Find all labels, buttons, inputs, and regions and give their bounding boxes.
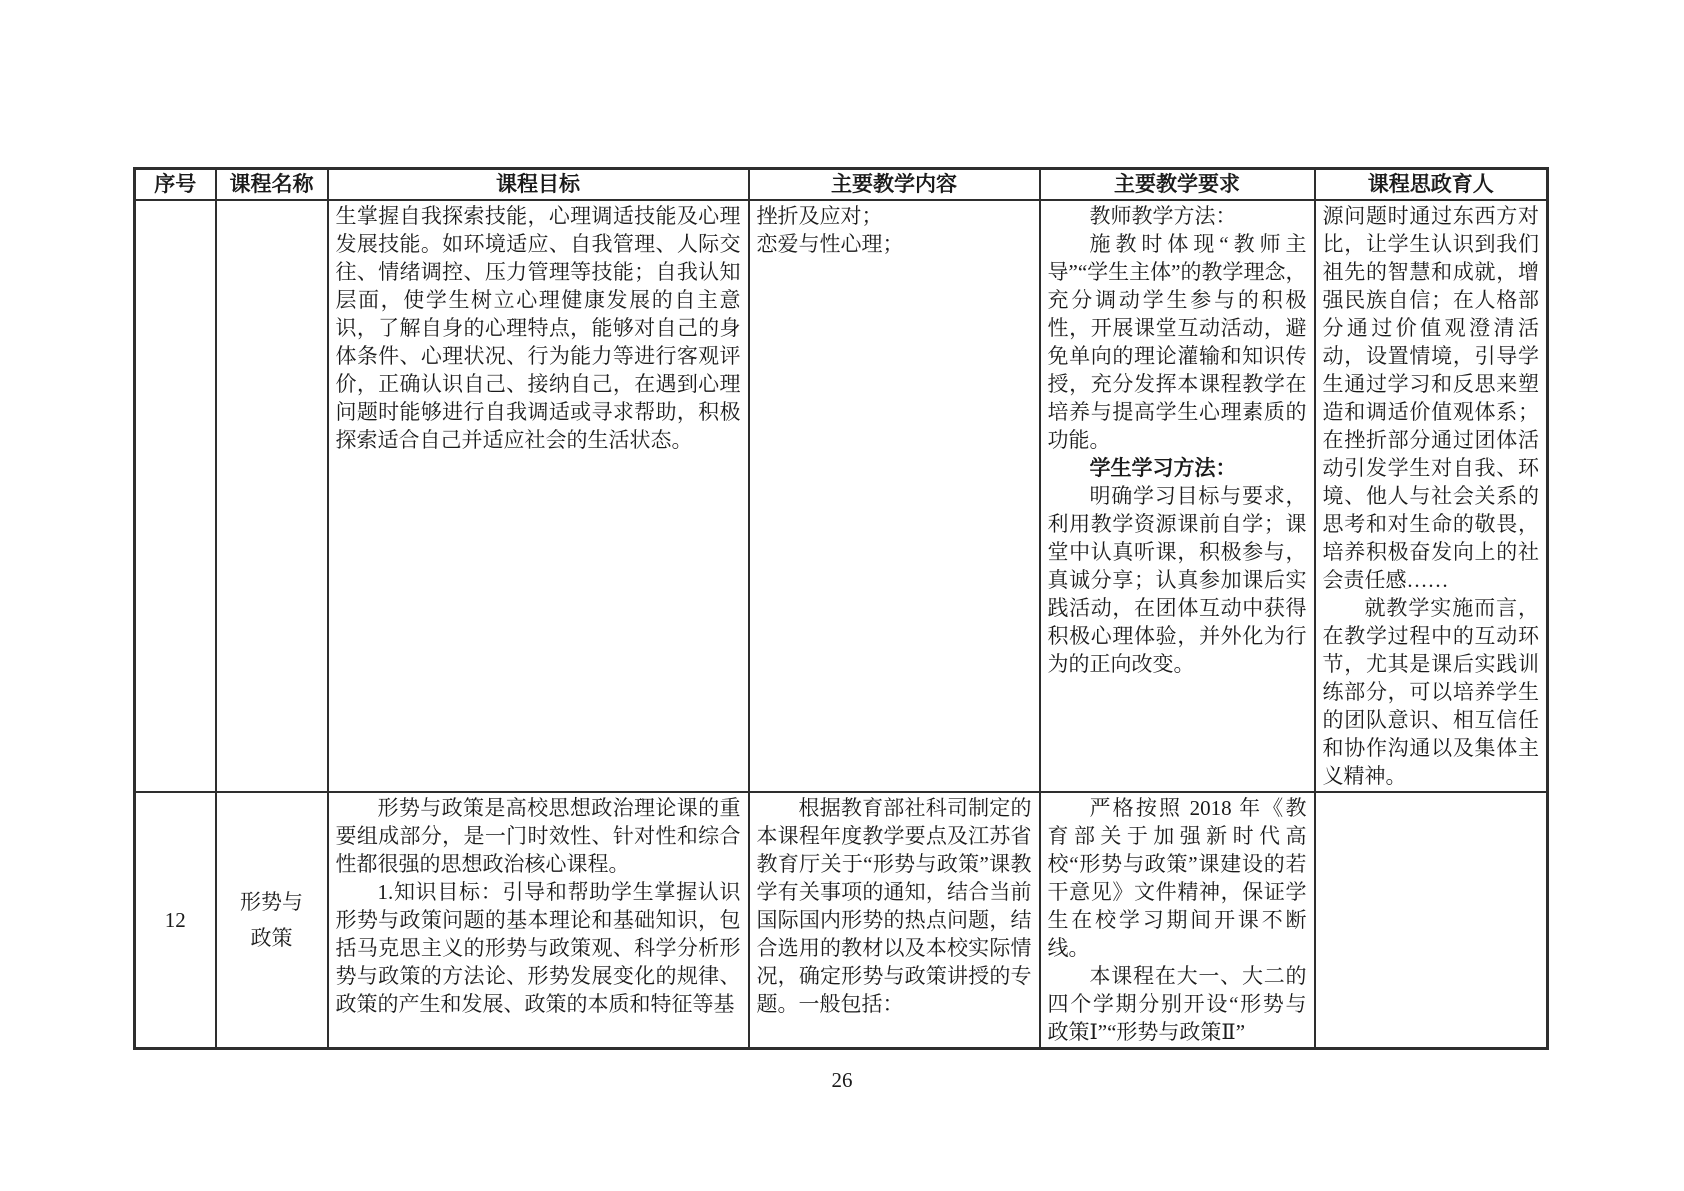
paragraph: 恋爱与性心理； [756, 231, 904, 256]
course-name-line: 形势与 [240, 889, 303, 914]
paragraph: 源问题时通过东西方对比，让学生认识到我们祖先的智慧和成就，增强民族自信；在人格部分通过价值观澄清活动，设置情境，引导学生通过学习和反思来塑造和调适价值观体系；在挫折部分通过团体活动引发学生对自我、环境、他人与社会关系的思考和对生命的敬畏，培养积极奋发向上的社会责任感…… [1322, 203, 1539, 592]
paragraph: 严格按照 2018 年《教育部关于加强新时代高校“形势与政策”课建设的若干意见》文件精神，保证学生在校学习期间开课不断线。 [1047, 795, 1307, 960]
header-cell-seq: 序号 [135, 169, 216, 200]
course-name-line: 政策 [250, 925, 293, 950]
seq-cell: 12 [135, 792, 216, 1049]
course-name-cell [216, 200, 328, 792]
page-number: 26 [831, 1068, 853, 1092]
paragraph: 教师教学方法： [1089, 203, 1237, 228]
requirements-cell [1040, 200, 1315, 792]
seq-cell [135, 200, 216, 792]
table-row [135, 200, 1548, 792]
paragraph: 1.知识目标：引导和帮助学生掌握认识形势与政策问题的基本理论和基础知识，包括马克思主义的形势与政策观、科学分析形势与政策的方法论、形势发展变化的规律、政策的产生和发展、政策的本质和特征等基 [335, 879, 741, 1016]
paragraph: 生掌握自我探索技能，心理调适技能及心理发展技能。如环境适应、自我管理、人际交往、情绪调控、压力管理等技能；自我认知层面，使学生树立心理健康发展的自主意识，了解自身的心理特点，能够对自己的身体条件、心理状况、行为能力等进行客观评价，正确认识自己、接纳自己，在遇到心理问题时能够进行自我调适或寻求帮助，积极探索适合自己并适应社会的生活状态。 [335, 203, 741, 452]
content-cell [749, 200, 1040, 792]
ideology-cell [1315, 200, 1548, 792]
header-cell-content: 主要教学内容 [749, 169, 1040, 200]
requirements-cell [1040, 792, 1315, 1049]
paragraph: 根据教育部社科司制定的本课程年度教学要点及江苏省教育厅关于“形势与政策”课教学有关事项的通知，结合当前国际国内形势的热点问题，结合选用的教材以及本校实际情况，确定形势与政策讲授的专题。一般包括： [756, 795, 1032, 1016]
header-cell-requirements: 主要教学要求 [1040, 169, 1315, 200]
paragraph: 形势与政策是高校思想政治理论课的重要组成部分，是一门时效性、针对性和综合性都很强的思想政治核心课程。 [335, 795, 741, 876]
content-cell [749, 792, 1040, 1049]
course-name-cell [216, 792, 328, 1049]
header-cell-ideology: 课程思政育人 [1315, 169, 1548, 200]
paragraph: 挫折及应对； [756, 203, 883, 228]
ideology-cell [1315, 792, 1548, 1049]
paragraph: 施教时体现“教师主导”“学生主体”的教学理念，充分调动学生参与的积极性，开展课堂互动活动，避免单向的理论灌输和知识传授，充分发挥本课程教学在培养与提高学生心理素质的功能。 [1047, 231, 1307, 452]
table-header-row [135, 169, 1548, 200]
paragraph: 明确学习目标与要求，利用教学资源课前自学；课堂中认真听课，积极参与，真诚分享；认真参加课后实践活动，在团体互动中获得积极心理体验，并外化为行为的正向改变。 [1047, 483, 1307, 676]
objectives-cell [328, 792, 749, 1049]
objectives-cell [328, 200, 749, 792]
header-cell-course-name: 课程名称 [216, 169, 328, 200]
paragraph: 学生学习方法： [1089, 455, 1237, 480]
paragraph: 本课程在大一、大二的四个学期分别开设“形势与政策Ⅰ”“形势与政策Ⅱ” [1047, 963, 1307, 1044]
courses-table [133, 167, 1549, 1050]
table-row [135, 792, 1548, 1049]
header-cell-objectives: 课程目标 [328, 169, 749, 200]
paragraph: 就教学实施而言，在教学过程中的互动环节，尤其是课后实践训练部分，可以培养学生的团队意识、相互信任和协作沟通以及集体主义精神。 [1322, 595, 1539, 788]
